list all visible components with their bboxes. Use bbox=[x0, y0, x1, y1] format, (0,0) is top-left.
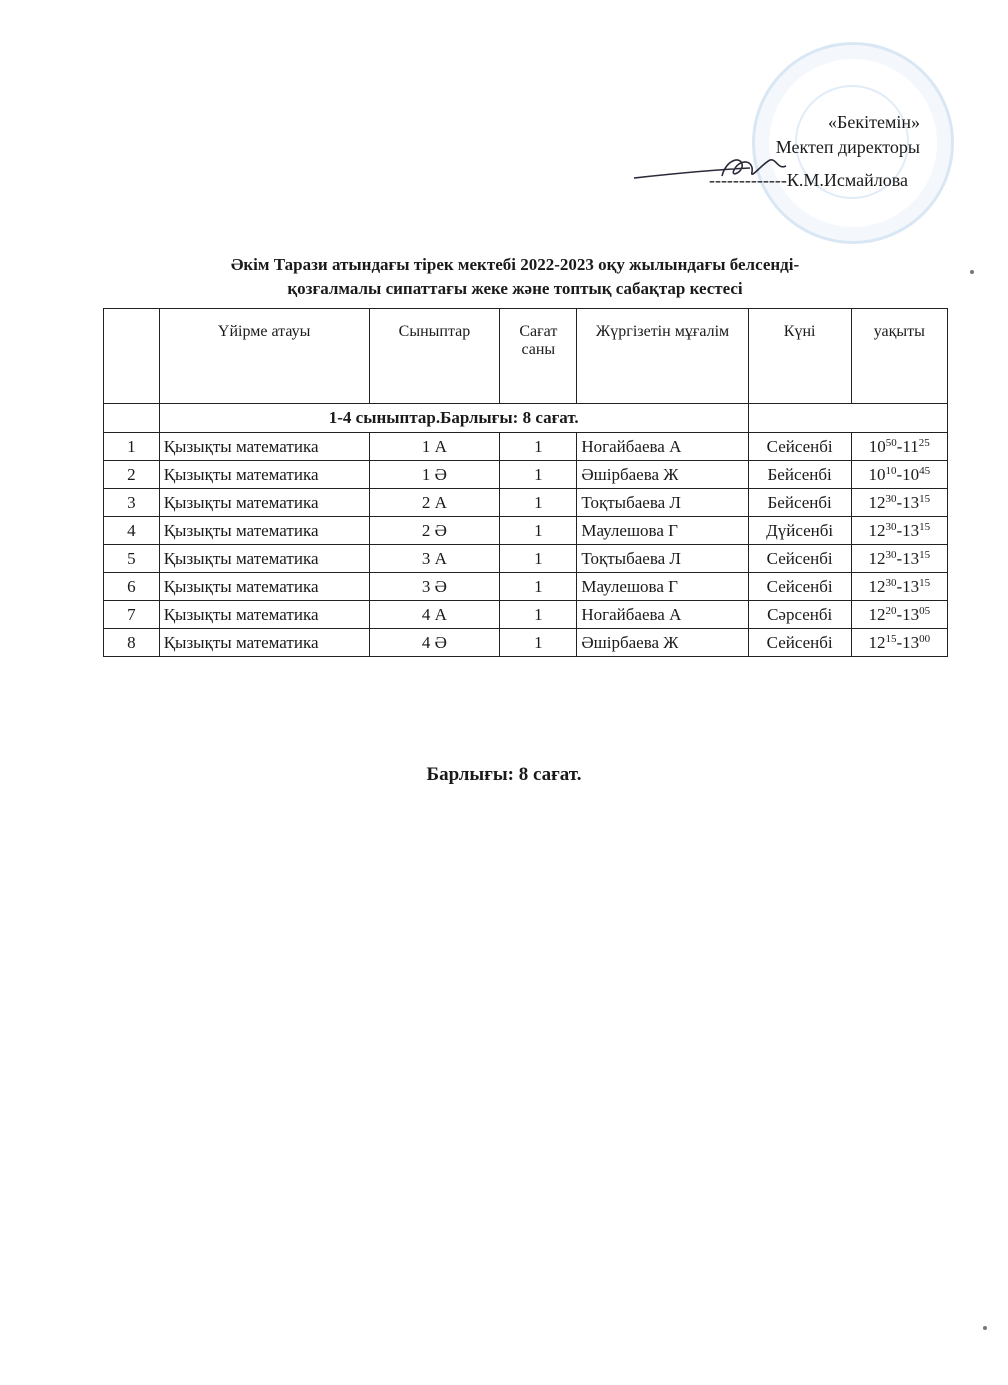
class-name: 1 Ә bbox=[369, 461, 500, 489]
time-range: $12^{30}-13^{15}$ bbox=[851, 517, 947, 545]
weekday: Дүйсенбі bbox=[748, 517, 851, 545]
teacher-name: Әшірбаева Ж bbox=[577, 629, 748, 657]
hours-count: 1 bbox=[500, 573, 577, 601]
section-blank-cell bbox=[748, 404, 947, 433]
start-minute: 30 bbox=[885, 492, 897, 505]
weekday: Сейсенбі bbox=[748, 545, 851, 573]
start-minute: 30 bbox=[885, 548, 897, 561]
start-hour: 10 bbox=[868, 436, 886, 456]
start-hour: 12 bbox=[868, 520, 886, 540]
time-range: $12^{30}-13^{15}$ bbox=[851, 489, 947, 517]
teacher-name: Маулешова Г bbox=[577, 517, 748, 545]
end-minute: 15 bbox=[919, 576, 931, 589]
total-hours: Барлығы: 8 сағат. bbox=[426, 764, 582, 785]
start-minute: 30 bbox=[885, 576, 897, 589]
hours-count: 1 bbox=[500, 601, 577, 629]
teacher-name: Ногайбаева А bbox=[577, 601, 748, 629]
title-line-1: Әкім Тарази атындағы тірек мектебі 2022-2023 оқу жылындағы белсенді- bbox=[230, 255, 800, 274]
table-row bbox=[104, 433, 948, 461]
section-title: 1-4 сыныптар.Барлығы: 8 сағат. bbox=[159, 404, 748, 433]
start-minute: 20 bbox=[885, 604, 897, 617]
hours-count: 1 bbox=[500, 629, 577, 657]
row-number: 3 bbox=[104, 489, 160, 517]
weekday: Бейсенбі bbox=[748, 461, 851, 489]
table-row bbox=[104, 489, 948, 517]
start-minute: 30 bbox=[885, 520, 897, 533]
weekday: Сәрсенбі bbox=[748, 601, 851, 629]
time-range: $12^{20}-13^{05}$ bbox=[851, 601, 947, 629]
end-minute: 25 bbox=[918, 436, 930, 449]
class-name: 4 Ә bbox=[369, 629, 500, 657]
start-hour: 12 bbox=[868, 604, 886, 624]
approval-heading: «Бекітемін» bbox=[828, 112, 920, 132]
document-title bbox=[120, 253, 910, 301]
end-minute: 15 bbox=[919, 520, 931, 533]
end-hour: 13 bbox=[902, 576, 920, 596]
club-name: Қызықты математика bbox=[159, 545, 369, 573]
header-teacher: Жүргізетін мұғалім bbox=[577, 309, 748, 404]
row-number: 2 bbox=[104, 461, 160, 489]
end-hour: 13 bbox=[902, 548, 920, 568]
club-name: Қызықты математика bbox=[159, 573, 369, 601]
time-range: $12^{15}-13^{00}$ bbox=[851, 629, 947, 657]
end-hour: 13 bbox=[902, 520, 920, 540]
row-number: 4 bbox=[104, 517, 160, 545]
row-number: 6 bbox=[104, 573, 160, 601]
end-minute: 00 bbox=[919, 632, 931, 645]
class-name: 3 Ә bbox=[369, 573, 500, 601]
start-hour: 12 bbox=[868, 632, 886, 652]
table-row bbox=[104, 573, 948, 601]
class-name: 2 А bbox=[369, 489, 500, 517]
start-minute: 15 bbox=[885, 632, 897, 645]
approval-signatory: -------------К.М.Исмайлова bbox=[708, 170, 908, 190]
table-row bbox=[104, 629, 948, 657]
club-name: Қызықты математика bbox=[159, 629, 369, 657]
end-minute: 15 bbox=[919, 492, 931, 505]
section-row bbox=[104, 404, 948, 433]
row-number: 5 bbox=[104, 545, 160, 573]
table-row bbox=[104, 545, 948, 573]
time-range: $10^{50}-11^{25}$ bbox=[851, 433, 947, 461]
teacher-name: Маулешова Г bbox=[577, 573, 748, 601]
end-minute: 45 bbox=[919, 464, 931, 477]
class-name: 4 А bbox=[369, 601, 500, 629]
weekday: Бейсенбі bbox=[748, 489, 851, 517]
club-name: Қызықты математика bbox=[159, 517, 369, 545]
end-hour: 11 bbox=[902, 436, 919, 456]
header-classes: Сыныптар bbox=[369, 309, 500, 404]
approval-position: Мектеп директоры bbox=[775, 137, 920, 157]
start-hour: 10 bbox=[868, 464, 886, 484]
hours-count: 1 bbox=[500, 489, 577, 517]
teacher-name: Әшірбаева Ж bbox=[577, 461, 748, 489]
start-minute: 50 bbox=[885, 436, 897, 449]
row-number: 8 bbox=[104, 629, 160, 657]
start-hour: 12 bbox=[868, 492, 886, 512]
end-minute: 05 bbox=[919, 604, 931, 617]
scan-speck bbox=[983, 1326, 987, 1330]
class-name: 3 А bbox=[369, 545, 500, 573]
class-name: 1 А bbox=[369, 433, 500, 461]
weekday: Сейсенбі bbox=[748, 573, 851, 601]
end-hour: 10 bbox=[902, 464, 920, 484]
club-name: Қызықты математика bbox=[159, 489, 369, 517]
title-line-2: қозғалмалы сипаттағы жеке және топтық сабақтар кестесі bbox=[287, 279, 743, 298]
time-range: $12^{30}-13^{15}$ bbox=[851, 545, 947, 573]
approval-block bbox=[709, 110, 920, 193]
table-row bbox=[104, 461, 948, 489]
weekday: Сейсенбі bbox=[748, 433, 851, 461]
row-number: 7 bbox=[104, 601, 160, 629]
header-row bbox=[104, 309, 948, 404]
header-club-name: Үйірме атауы bbox=[159, 309, 369, 404]
class-name: 2 Ә bbox=[369, 517, 500, 545]
header-day: Күні bbox=[748, 309, 851, 404]
start-minute: 10 bbox=[885, 464, 897, 477]
schedule-table bbox=[103, 308, 948, 657]
time-range: $10^{10}-10^{45}$ bbox=[851, 461, 947, 489]
club-name: Қызықты математика bbox=[159, 461, 369, 489]
table-row bbox=[104, 517, 948, 545]
club-name: Қызықты математика bbox=[159, 601, 369, 629]
table-row bbox=[104, 601, 948, 629]
hours-count: 1 bbox=[500, 517, 577, 545]
end-hour: 13 bbox=[902, 492, 920, 512]
teacher-name: Ногайбаева А bbox=[577, 433, 748, 461]
header-hours: Сағат саны bbox=[500, 309, 577, 404]
row-number: 1 bbox=[104, 433, 160, 461]
teacher-name: Тоқтыбаева Л bbox=[577, 489, 748, 517]
end-hour: 13 bbox=[902, 604, 920, 624]
hours-count: 1 bbox=[500, 545, 577, 573]
start-hour: 12 bbox=[868, 548, 886, 568]
weekday: Сейсенбі bbox=[748, 629, 851, 657]
hours-count: 1 bbox=[500, 433, 577, 461]
teacher-name: Тоқтыбаева Л bbox=[577, 545, 748, 573]
scan-speck bbox=[970, 270, 974, 274]
time-range: $12^{30}-13^{15}$ bbox=[851, 573, 947, 601]
header-time: уақыты bbox=[851, 309, 947, 404]
start-hour: 12 bbox=[868, 576, 886, 596]
end-minute: 15 bbox=[919, 548, 931, 561]
hours-count: 1 bbox=[500, 461, 577, 489]
club-name: Қызықты математика bbox=[159, 433, 369, 461]
end-hour: 13 bbox=[902, 632, 920, 652]
header-number bbox=[104, 309, 160, 404]
section-blank-cell bbox=[104, 404, 160, 433]
